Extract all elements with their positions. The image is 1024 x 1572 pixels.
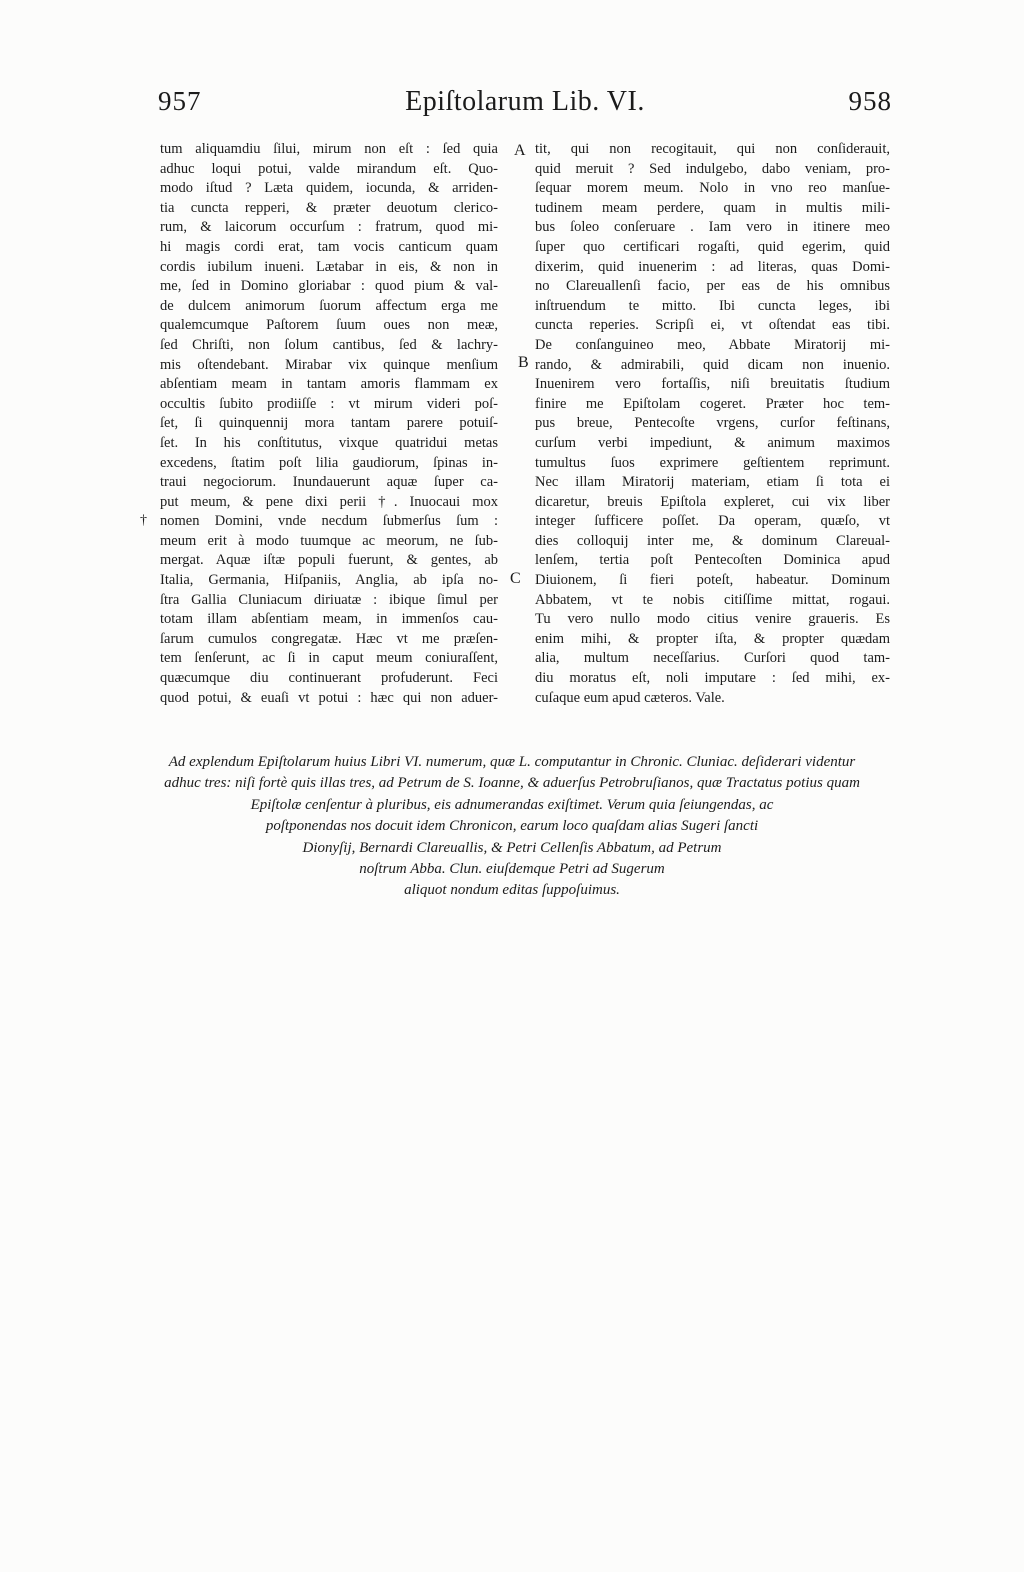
- text-line: hi magis cordi erat, tam vocis canticum quam: [160, 238, 498, 255]
- text-line: ſet. In his conſtitutus, vixque quatridui metas: [160, 434, 498, 451]
- text-line: mergat. Aquæ iſtæ populi fuerunt, & gentes, ab: [160, 552, 498, 569]
- text-line: occultis ſubito prodiiſſe : vt mirum videri poſ-: [160, 395, 498, 412]
- text-line: quid meruit ? Sed indulgebo, dabo veniam, pro-: [535, 160, 890, 177]
- text-line: traui negociorum. Inundauerunt aquæ ſuper ca-: [160, 474, 498, 491]
- folio-number-right: 958: [848, 86, 892, 116]
- text-line: aliquot nondum editas ſuppoſuimus.: [404, 882, 620, 899]
- text-line: cordis iubilum inueni. Lætabar in eis, & non in: [160, 258, 498, 275]
- text-line: poſtponendas nos docuit idem Chronicon, earum loco quaſdam alias Sugeri ſancti: [265, 818, 759, 835]
- text-line: dicaretur, breuis Epiſtola expleret, cui vix liber: [535, 493, 890, 510]
- text-line: dixerim, quid inuenerim : ad literas, quas Domi-: [535, 258, 890, 275]
- text-line: Dionyſij, Bernardi Clareuallis, & Petri Cellenſis Abbatum, ad Petrum: [302, 839, 722, 856]
- text-line: inſtruendum te mitto. Ibi cuncta leges, ibi: [535, 297, 890, 314]
- text-line: Ad explendum Epiſtolarum huius Libri VI. numerum, quæ L. computantur in Chronic. Cluniac. deſiderari videntur: [168, 754, 856, 770]
- text-line: tudinem meam perdere, quam in multis mili-: [535, 199, 890, 216]
- margin-letter-b: B: [518, 354, 529, 371]
- text-line: tem ſenſerunt, ac ſi in caput meum coniuraſſent,: [160, 650, 498, 667]
- margin-letter-c: C: [510, 570, 521, 587]
- text-line: de dulcem animorum ſuorum affectum erga me: [160, 297, 498, 314]
- text-line: integer ſufficere poſſet. Da operam, quæſo, vt: [535, 513, 890, 530]
- text-line: dies colloquij inter me, & dominum Clareual-: [535, 532, 890, 549]
- text-line: Diuionem, ſi fieri poteſt, habeatur. Dominum: [535, 572, 890, 589]
- text-line: nomen Domini, vnde necdum ſubmerſus ſum :: [160, 513, 498, 530]
- text-line: totam illam abſentiam meam, in immenſos cau-: [160, 611, 498, 628]
- text-line: ſed Chriſti, non ſolum cantibus, ſed & lachry-: [160, 336, 498, 353]
- text-line: me, ſed in Domino gloriabar : quod pium & val-: [160, 278, 498, 295]
- column-right: [535, 140, 890, 708]
- text-line: excedens, ſtatim poſt lilia gaudiorum, ſpinas in-: [160, 454, 498, 471]
- text-line: Nec illam Miratorij materiam, etiam ſi tota ei: [535, 474, 890, 491]
- text-line: tumultus ſuos exprimere geſtientem reprimunt.: [535, 454, 890, 471]
- running-title: Epiſtolarum Lib. VI.: [405, 86, 645, 117]
- column-left: [160, 140, 498, 708]
- text-line: tum aliquamdiu ſilui, mirum non eſt : ſed quia: [160, 141, 498, 157]
- text-line: no Clareuallenſi facio, per eas de his omnibus: [535, 278, 890, 295]
- text-line: Abbatem, vt te nobis citiſſime mittat, rogaui.: [535, 591, 890, 608]
- text-line: diu moratus eſt, noli imputare : ſed mihi, ex-: [535, 670, 890, 687]
- text-line: ſequar morem meum. Nolo in vno reo manſue-: [535, 180, 890, 197]
- text-line: pus breue, Pentecoſte vrgens, curſor feſtinans,: [535, 415, 890, 432]
- text-line: ſet, ſi quinquennij mora tantam parere potuiſ-: [160, 415, 498, 432]
- text-line: adhuc loqui potui, valde mirandum eſt. Quo-: [160, 160, 498, 177]
- text-line: alia, multum neceſſarius. Curſori quod tam-: [535, 650, 890, 667]
- text-line: bus ſoleo conſeruare . Iam vero in itinere meo: [535, 219, 890, 236]
- text-line: adhuc tres: niſi fortè quis illas tres, ad Petrum de S. Ioanne, & aduerſus Petrobruſianos, quæ Tractatus potius quam: [164, 775, 860, 792]
- text-line: Epiſtolæ cenſentur à pluribus, eis adnumerandas exiſtimet. Verum quia ſeiungendas, ac: [250, 796, 774, 813]
- text-line: lenſem, tertia poſt Pentecoſten Dominica apud: [535, 552, 890, 569]
- text-line: rando, & admirabili, quid dicam non inuenio.: [535, 356, 890, 373]
- text-line: ſtra Gallia Cluniacum diriuatæ : ibique ſimul per: [160, 591, 498, 608]
- text-line: rum, & laicorum occurſum : fratrum, quod mi-: [160, 219, 498, 236]
- running-head: [158, 86, 892, 117]
- folio-number-left: 957: [158, 86, 202, 116]
- text-line: cuncta reperies. Scripſi ei, vt oſtendat eas tibi.: [535, 317, 890, 334]
- text-line: cuſaque eum apud cæteros. Vale.: [535, 689, 725, 706]
- text-line: mis oſtendebant. Mirabar vix quinque menſium: [160, 356, 498, 373]
- text-line: finire me Epiſtolam cogeret. Præter hoc tem-: [535, 395, 890, 412]
- text-line: tia cuncta repperi, & præter deuotum clerico-: [160, 199, 498, 216]
- text-line: qualemcumque Paſtorem ſuum oues non meæ,: [160, 317, 498, 334]
- dagger-icon: †: [140, 513, 147, 528]
- text-line: meum erit à modo tuumque ac meorum, ne ſub-: [160, 532, 498, 549]
- text-line: put meum, & pene dixi perii †. Inuocaui mox: [160, 493, 498, 510]
- text-line: De conſanguineo meo, Abbate Miratorij mi-: [535, 336, 890, 353]
- text-line: modo iſtud ? Læta quidem, iocunda, & arriden-: [160, 180, 498, 197]
- text-line: Italia, Germania, Hiſpaniis, Anglia, ab ipſa no-: [160, 572, 498, 589]
- text-line: curſum verbi impediunt, & animum maximos: [535, 434, 890, 451]
- text-line: Inuenirem vero fortaſſis, niſi breuitatis ſtudium: [535, 376, 890, 393]
- text-line: ſuper quo certificari rogaſti, quid egerim, quid: [535, 238, 890, 255]
- text-line: ſarum cumulos congregatæ. Hæc vt me præſen-: [160, 630, 498, 647]
- text-line: abſentiam meam in tantam amoris flammam ex: [160, 376, 498, 393]
- text-line: noſtrum Abba. Clun. eiuſdemque Petri ad Sugerum: [359, 861, 665, 878]
- text-line: quæcumque diu continuerant profuderunt. Feci: [160, 670, 498, 687]
- text-line: quod potui, & euaſi vt potui : hæc qui non aduer-: [160, 689, 498, 706]
- text-line: tit, qui non recogitauit, qui non conſiderauit,: [535, 141, 890, 157]
- text-block: [140, 140, 890, 715]
- text-line: enim mihi, & propter iſta, & propter quædam: [535, 630, 890, 647]
- text-line: Tu vero nullo modo citius venire graueris. Es: [535, 611, 890, 628]
- editorial-note: [117, 752, 907, 902]
- margin-letter-a: A: [514, 142, 526, 159]
